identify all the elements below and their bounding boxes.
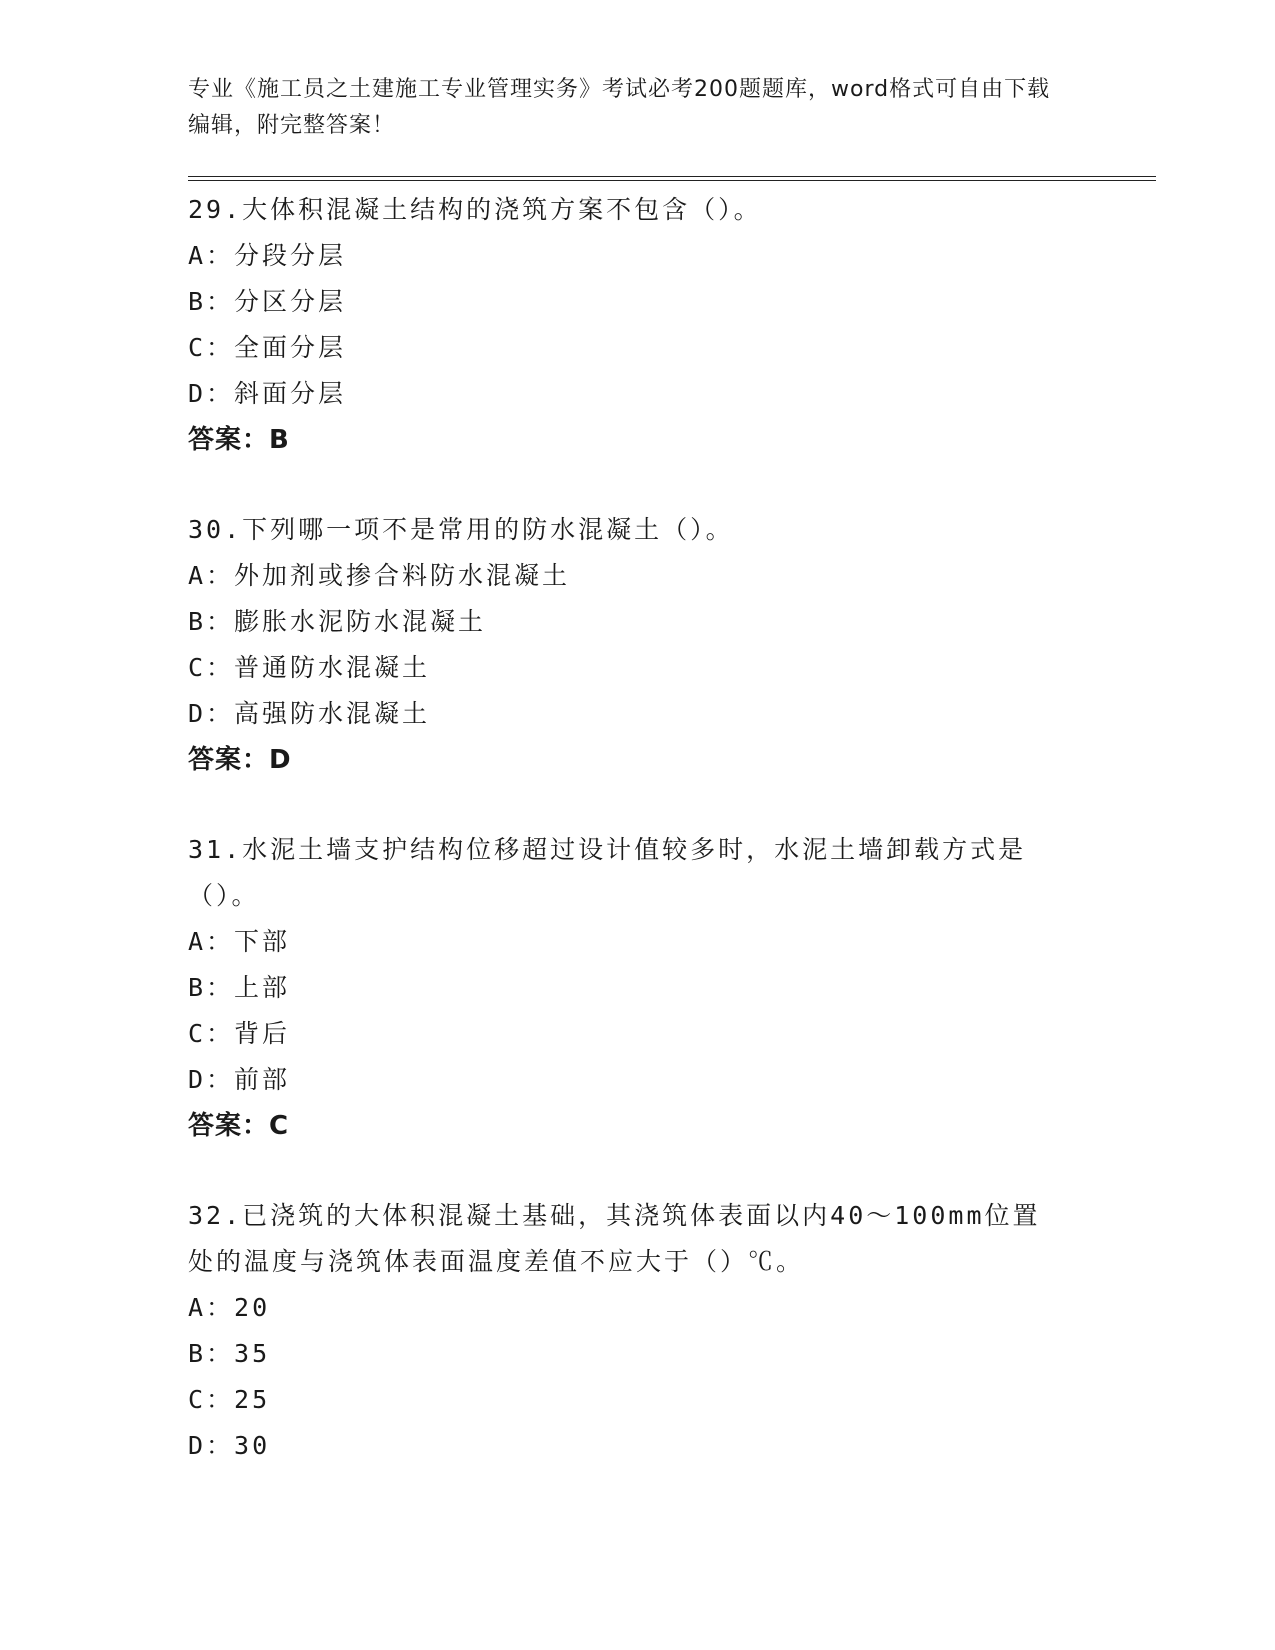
option-d: D：前部	[188, 1065, 291, 1094]
answer-value: C	[269, 1111, 290, 1141]
option-c: C：普通防水混凝土	[188, 653, 431, 682]
answer-label: 答案：	[188, 745, 270, 775]
question-stem: 32.已浇筑的大体积混凝土基础，其浇筑体表面以内40～100mm位置处的温度与浇筑体表面温度差值不应大于（）℃。	[188, 1201, 1041, 1276]
option-d: D：30	[188, 1431, 271, 1460]
question-30	[188, 507, 1156, 783]
question-stem: 30.下列哪一项不是常用的防水混凝土（）。	[188, 515, 734, 544]
option-a: A：下部	[188, 927, 291, 956]
option-c: C：25	[188, 1385, 271, 1414]
option-b: B：膨胀水泥防水混凝土	[188, 607, 487, 636]
option-a: A：分段分层	[188, 241, 347, 270]
question-29	[188, 187, 1156, 463]
answer-line	[188, 737, 1156, 783]
option-d: D：高强防水混凝土	[188, 699, 431, 728]
option-b: B：35	[188, 1339, 271, 1368]
question-31	[188, 827, 1156, 1149]
question-32	[188, 1193, 1156, 1469]
option-b: B：上部	[188, 973, 291, 1002]
option-d: D：斜面分层	[188, 379, 347, 408]
answer-value: D	[269, 745, 292, 775]
answer-line	[188, 417, 1156, 463]
header-divider	[188, 176, 1156, 181]
document-header: 专业《施工员之土建施工专业管理实务》考试必考200题题库，word格式可自由下载编辑，附完整答案！	[188, 77, 1051, 138]
option-b: B：分区分层	[188, 287, 347, 316]
question-stem: 31.水泥土墙支护结构位移超过设计值较多时，水泥土墙卸载方式是（）。	[188, 835, 1027, 910]
question-stem: 29.大体积混凝土结构的浇筑方案不包含（）。	[188, 195, 762, 224]
answer-label: 答案：	[188, 425, 270, 455]
option-c: C：背后	[188, 1019, 291, 1048]
option-c: C：全面分层	[188, 333, 347, 362]
answer-label: 答案：	[188, 1111, 270, 1141]
option-a: A：外加剂或掺合料防水混凝土	[188, 561, 571, 590]
document-page	[188, 72, 1156, 1469]
answer-value: B	[269, 425, 290, 455]
answer-line	[188, 1103, 1156, 1149]
option-a: A：20	[188, 1293, 271, 1322]
